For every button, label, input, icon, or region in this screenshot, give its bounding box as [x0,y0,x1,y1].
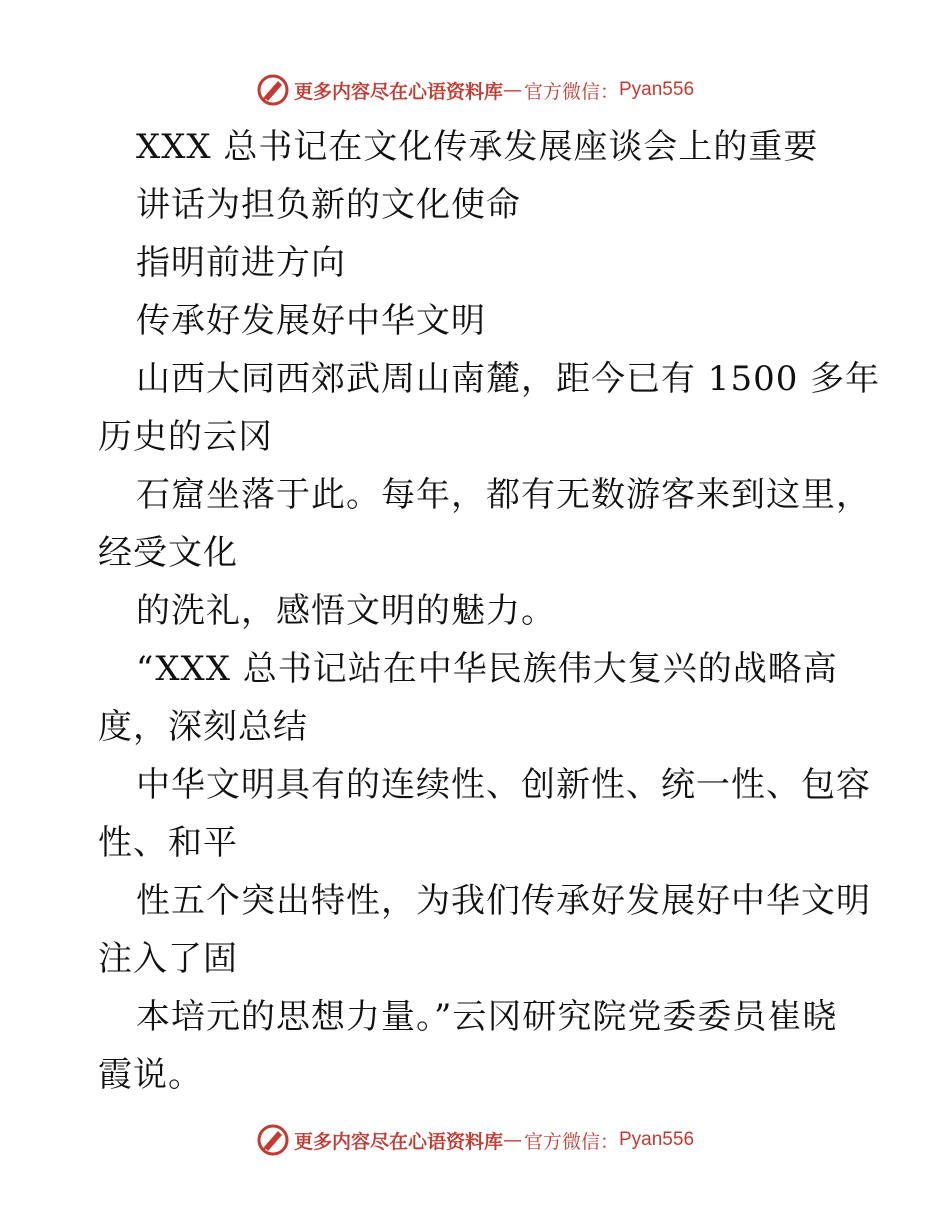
banner-brand-text: 更多内容尽在心语资料库 [293,80,503,103]
banner-dash: — [502,1129,522,1151]
brand-logo-icon [256,1123,290,1157]
doc-line: “XXX 总书记站在中华民族伟大复兴的战略高 [136,649,838,689]
footer-banner [0,1120,950,1160]
doc-line: 讲话为担负新的文化使命 [136,185,521,225]
doc-line: 传承好发展好中华文明 [136,301,486,341]
doc-line: 经受文化 [98,533,238,573]
doc-line: 中华文明具有的连续性、创新性、统一性、包容 [136,765,871,805]
document-body [98,118,881,1104]
doc-line: 的洗礼，感悟文明的魅力。 [136,591,556,631]
doc-line: 度，深刻总结 [98,707,308,747]
banner-wechat-id: Pyan556 [619,79,695,100]
doc-line: 性、和平 [98,823,238,863]
banner-brand-text: 更多内容尽在心语资料库 [293,1130,503,1153]
banner-wechat-label: 官方微信： [523,80,619,103]
brand-logo-icon [256,73,290,107]
doc-line: 本培元的思想力量。”云冈研究院党委委员崔晓 [136,997,838,1037]
doc-line: 山西大同西郊武周山南麓，距今已有 1500 多年 [136,359,881,399]
doc-line: 注入了固 [98,939,238,979]
doc-line: 性五个突出特性，为我们传承好发展好中华文明 [136,881,871,921]
doc-line: 石窟坐落于此。每年，都有无数游客来到这里， [136,475,871,515]
banner-dash: — [502,79,522,101]
doc-line: 历史的云冈 [98,417,273,457]
banner-wechat-id: Pyan556 [619,1129,695,1150]
doc-line: 指明前进方向 [136,243,346,283]
banner-wechat-label: 官方微信： [523,1130,619,1153]
doc-line: 霞说。 [98,1055,203,1095]
header-banner [0,70,950,110]
doc-line: XXX 总书记在文化传承发展座谈会上的重要 [136,127,819,167]
